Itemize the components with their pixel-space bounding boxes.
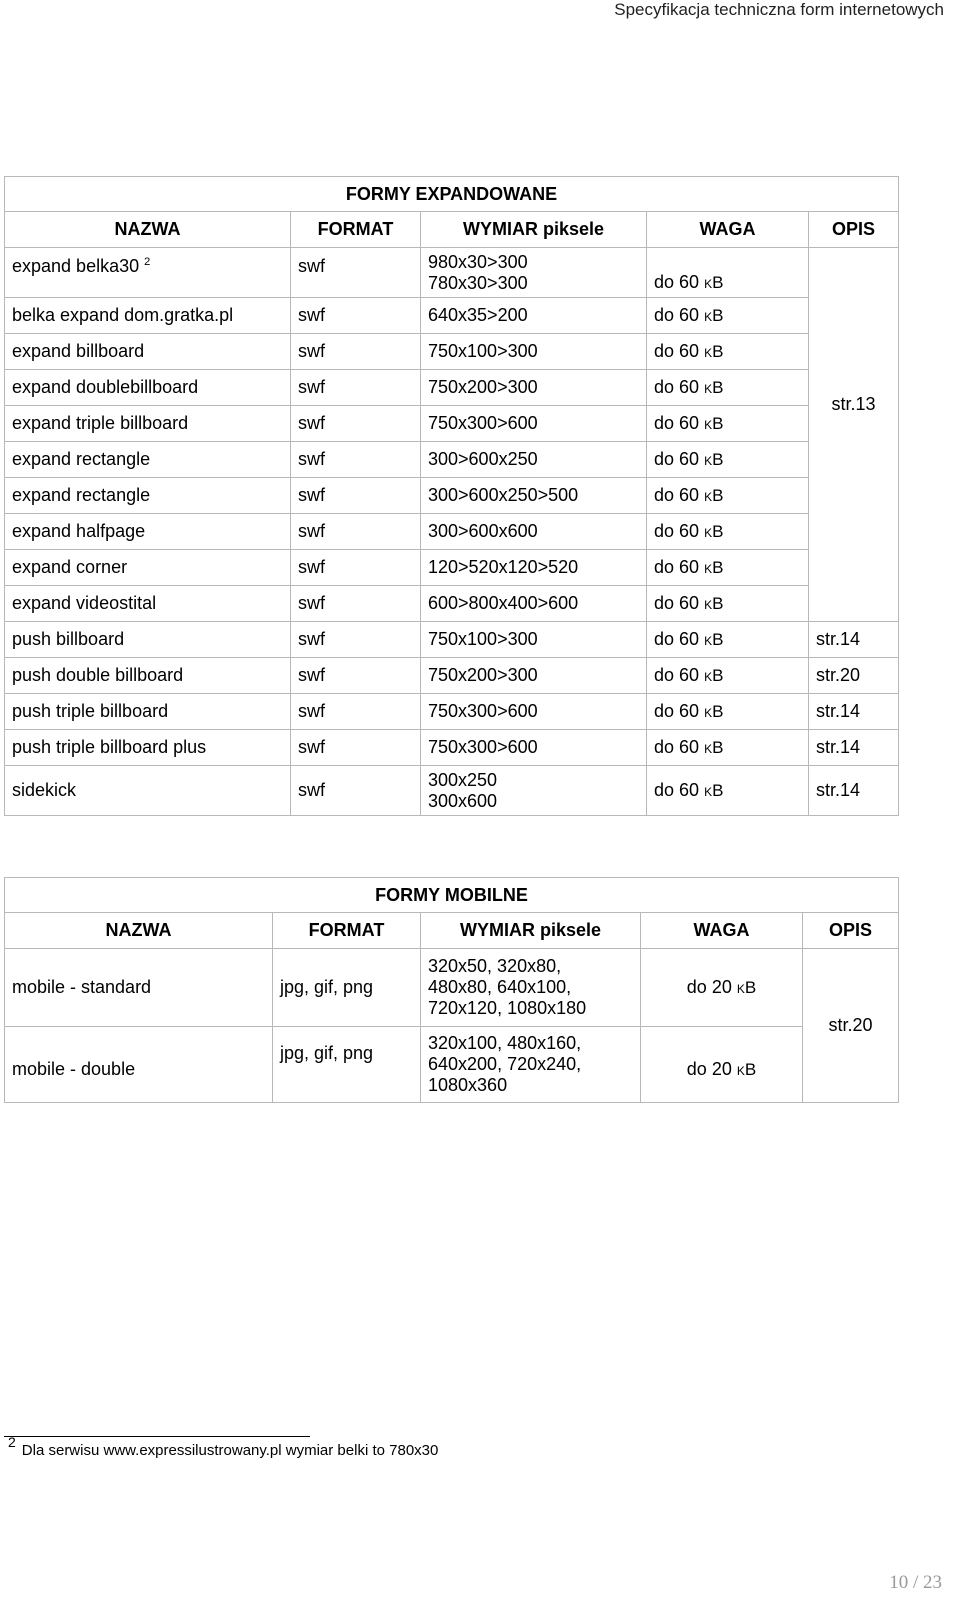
- cell-wymiar: [421, 949, 641, 1027]
- weight-unit: kB: [704, 702, 724, 721]
- cell-format: swf: [291, 478, 421, 514]
- cell-format: swf: [291, 298, 421, 334]
- cell-wymiar: 300>600x250: [421, 442, 647, 478]
- cell-waga: [647, 730, 809, 766]
- weight-unit: kB: [704, 781, 724, 800]
- cell-waga: [647, 586, 809, 622]
- cell-format: swf: [291, 550, 421, 586]
- cell-wymiar: 640x35>200: [421, 298, 647, 334]
- page-number: 10 / 23: [889, 1572, 942, 1593]
- weight-unit: kB: [704, 558, 724, 577]
- dimension-line: 720x120, 1080x180: [428, 998, 587, 1018]
- table-row: [5, 1027, 899, 1103]
- cell-waga: [647, 298, 809, 334]
- cell-opis: str.14: [809, 694, 899, 730]
- cell-format: swf: [291, 766, 421, 816]
- weight-value: do 60: [654, 737, 700, 757]
- weight-unit: kB: [704, 450, 724, 469]
- cell-nazwa: push triple billboard plus: [5, 730, 291, 766]
- weight-value: do 60: [654, 449, 700, 469]
- cell-wymiar: 750x100>300: [421, 622, 647, 658]
- weight-unit: kB: [704, 666, 724, 685]
- footnote-number: 2: [8, 1434, 16, 1450]
- weight-value: do 60: [654, 413, 700, 433]
- cell-format: swf: [291, 586, 421, 622]
- cell-nazwa: push billboard: [5, 622, 291, 658]
- column-header-wymiar: WYMIAR piksele: [421, 212, 647, 248]
- weight-value: do 60: [654, 272, 700, 292]
- cell-waga: [647, 766, 809, 816]
- cell-waga: [647, 694, 809, 730]
- cell-waga: [647, 550, 809, 586]
- weight-value: do 60: [654, 665, 700, 685]
- cell-format: swf: [291, 694, 421, 730]
- weight-value: do 20: [686, 977, 732, 997]
- table-row: [5, 586, 899, 622]
- cell-format: swf: [291, 442, 421, 478]
- table-row: [5, 622, 899, 658]
- table-caption: FORMY EXPANDOWANE: [5, 177, 899, 212]
- weight-unit: kB: [704, 738, 724, 757]
- column-header-nazwa: NAZWA: [5, 212, 291, 248]
- cell-waga: [647, 442, 809, 478]
- table-row: [5, 406, 899, 442]
- cell-nazwa: belka expand dom.gratka.pl: [5, 298, 291, 334]
- cell-nazwa: expand rectangle: [5, 442, 291, 478]
- cell-format: swf: [291, 406, 421, 442]
- cell-format: swf: [291, 248, 421, 298]
- cell-nazwa: mobile - standard: [5, 949, 273, 1027]
- table-row: [5, 478, 899, 514]
- cell-wymiar: 120>520x120>520: [421, 550, 647, 586]
- weight-unit: kB: [704, 378, 724, 397]
- dimension-line: 480x80, 640x100,: [428, 977, 572, 997]
- weight-unit: kB: [736, 1060, 757, 1079]
- dimension-line: 980x30>300: [428, 251, 528, 272]
- cell-format: swf: [291, 622, 421, 658]
- dimension-line: 320x50, 320x80,: [428, 956, 562, 976]
- cell-format: swf: [291, 370, 421, 406]
- cell-format: swf: [291, 658, 421, 694]
- weight-unit: kB: [704, 273, 724, 292]
- cell-format: swf: [291, 514, 421, 550]
- column-header-wymiar: WYMIAR piksele: [421, 913, 641, 949]
- cell-format: jpg, gif, png: [273, 949, 421, 1027]
- cell-wymiar: 750x100>300: [421, 334, 647, 370]
- footnote: [8, 1434, 439, 1459]
- cell-nazwa: mobile - double: [5, 1027, 273, 1103]
- cell-nazwa: expand rectangle: [5, 478, 291, 514]
- weight-value: do 60: [654, 557, 700, 577]
- weight-value: do 60: [654, 305, 700, 325]
- table-row: [5, 298, 899, 334]
- dimension-line: 780x30>300: [428, 272, 528, 293]
- footnote-text: Dla serwisu www.expressilustrowany.pl wymiar belki to 780x30: [21, 1442, 439, 1459]
- weight-value: do 60: [654, 780, 700, 800]
- cell-waga: [647, 514, 809, 550]
- cell-waga: [641, 1027, 803, 1103]
- cell-format: jpg, gif, png: [273, 1027, 421, 1103]
- cell-wymiar: 600>800x400>600: [421, 586, 647, 622]
- table-row: [5, 370, 899, 406]
- table-caption: FORMY MOBILNE: [5, 878, 899, 913]
- cell-opis: str.14: [809, 766, 899, 816]
- cell-waga: [647, 370, 809, 406]
- table-row: [5, 730, 899, 766]
- cell-nazwa: expand triple billboard: [5, 406, 291, 442]
- cell-opis: str.20: [809, 658, 899, 694]
- cell-nazwa: expand billboard: [5, 334, 291, 370]
- weight-value: do 60: [654, 701, 700, 721]
- weight-unit: kB: [704, 594, 724, 613]
- cell-waga: [647, 334, 809, 370]
- dimension-line: 320x100, 480x160,: [428, 1033, 582, 1053]
- weight-value: do 60: [654, 593, 700, 613]
- cell-wymiar: [421, 1027, 641, 1103]
- table-row: [5, 514, 899, 550]
- table-row: [5, 766, 899, 816]
- cell-opis-shared: str.13: [809, 248, 899, 622]
- weight-value: do 60: [654, 521, 700, 541]
- footnote-separator: [4, 1436, 310, 1437]
- table-row: [5, 949, 899, 1027]
- cell-wymiar: 300>600x250>500: [421, 478, 647, 514]
- cell-wymiar: [421, 248, 647, 298]
- dimension-line: 1080x360: [428, 1075, 508, 1095]
- column-header-nazwa: NAZWA: [5, 913, 273, 949]
- cell-waga: [647, 622, 809, 658]
- weight-unit: kB: [704, 522, 724, 541]
- table-row: [5, 442, 899, 478]
- weight-unit: kB: [704, 342, 724, 361]
- cell-waga: [647, 478, 809, 514]
- column-header-opis: OPIS: [809, 212, 899, 248]
- weight-value: do 20: [686, 1059, 732, 1079]
- row-name: expand belka30: [12, 256, 140, 276]
- cell-wymiar: 750x300>600: [421, 406, 647, 442]
- weight-unit: kB: [704, 306, 724, 325]
- cell-nazwa: sidekick: [5, 766, 291, 816]
- weight-value: do 60: [654, 629, 700, 649]
- cell-nazwa: push double billboard: [5, 658, 291, 694]
- column-header-opis: OPIS: [803, 913, 899, 949]
- cell-waga: [647, 406, 809, 442]
- column-header-waga: WAGA: [647, 212, 809, 248]
- weight-unit: kB: [736, 978, 757, 997]
- cell-nazwa: [5, 248, 291, 298]
- table-row: [5, 334, 899, 370]
- cell-waga: [641, 949, 803, 1027]
- weight-value: do 60: [654, 485, 700, 505]
- weight-unit: kB: [704, 486, 724, 505]
- weight-unit: kB: [704, 414, 724, 433]
- column-header-format: FORMAT: [291, 212, 421, 248]
- weight-value: do 60: [654, 377, 700, 397]
- cell-waga: [647, 658, 809, 694]
- weight-unit: kB: [704, 630, 724, 649]
- cell-opis-shared: str.20: [803, 949, 899, 1103]
- cell-wymiar: 750x200>300: [421, 370, 647, 406]
- column-header-waga: WAGA: [641, 913, 803, 949]
- column-header-format: FORMAT: [273, 913, 421, 949]
- weight-value: do 60: [654, 341, 700, 361]
- cell-format: swf: [291, 730, 421, 766]
- cell-opis: str.14: [809, 730, 899, 766]
- table-row: [5, 694, 899, 730]
- cell-nazwa: expand videostital: [5, 586, 291, 622]
- cell-format: swf: [291, 334, 421, 370]
- cell-wymiar: 300>600x600: [421, 514, 647, 550]
- footnote-ref: 2: [144, 256, 151, 268]
- table-row: [5, 550, 899, 586]
- mobile-forms-table: [4, 877, 899, 1103]
- cell-nazwa: expand doublebillboard: [5, 370, 291, 406]
- dimension-line: 300x250: [428, 769, 498, 790]
- cell-waga: [647, 248, 809, 298]
- table-row: [5, 658, 899, 694]
- cell-nazwa: expand corner: [5, 550, 291, 586]
- dimension-line: 300x600: [428, 790, 498, 811]
- cell-nazwa: push triple billboard: [5, 694, 291, 730]
- cell-nazwa: expand halfpage: [5, 514, 291, 550]
- expand-forms-table: [4, 176, 899, 816]
- cell-wymiar: 750x300>600: [421, 730, 647, 766]
- cell-wymiar: [421, 766, 647, 816]
- table-row: [5, 248, 899, 298]
- cell-wymiar: 750x300>600: [421, 694, 647, 730]
- cell-opis: str.14: [809, 622, 899, 658]
- running-header: Specyfikacja techniczna form internetowych: [614, 0, 944, 19]
- cell-wymiar: 750x200>300: [421, 658, 647, 694]
- dimension-line: 640x200, 720x240,: [428, 1054, 582, 1074]
